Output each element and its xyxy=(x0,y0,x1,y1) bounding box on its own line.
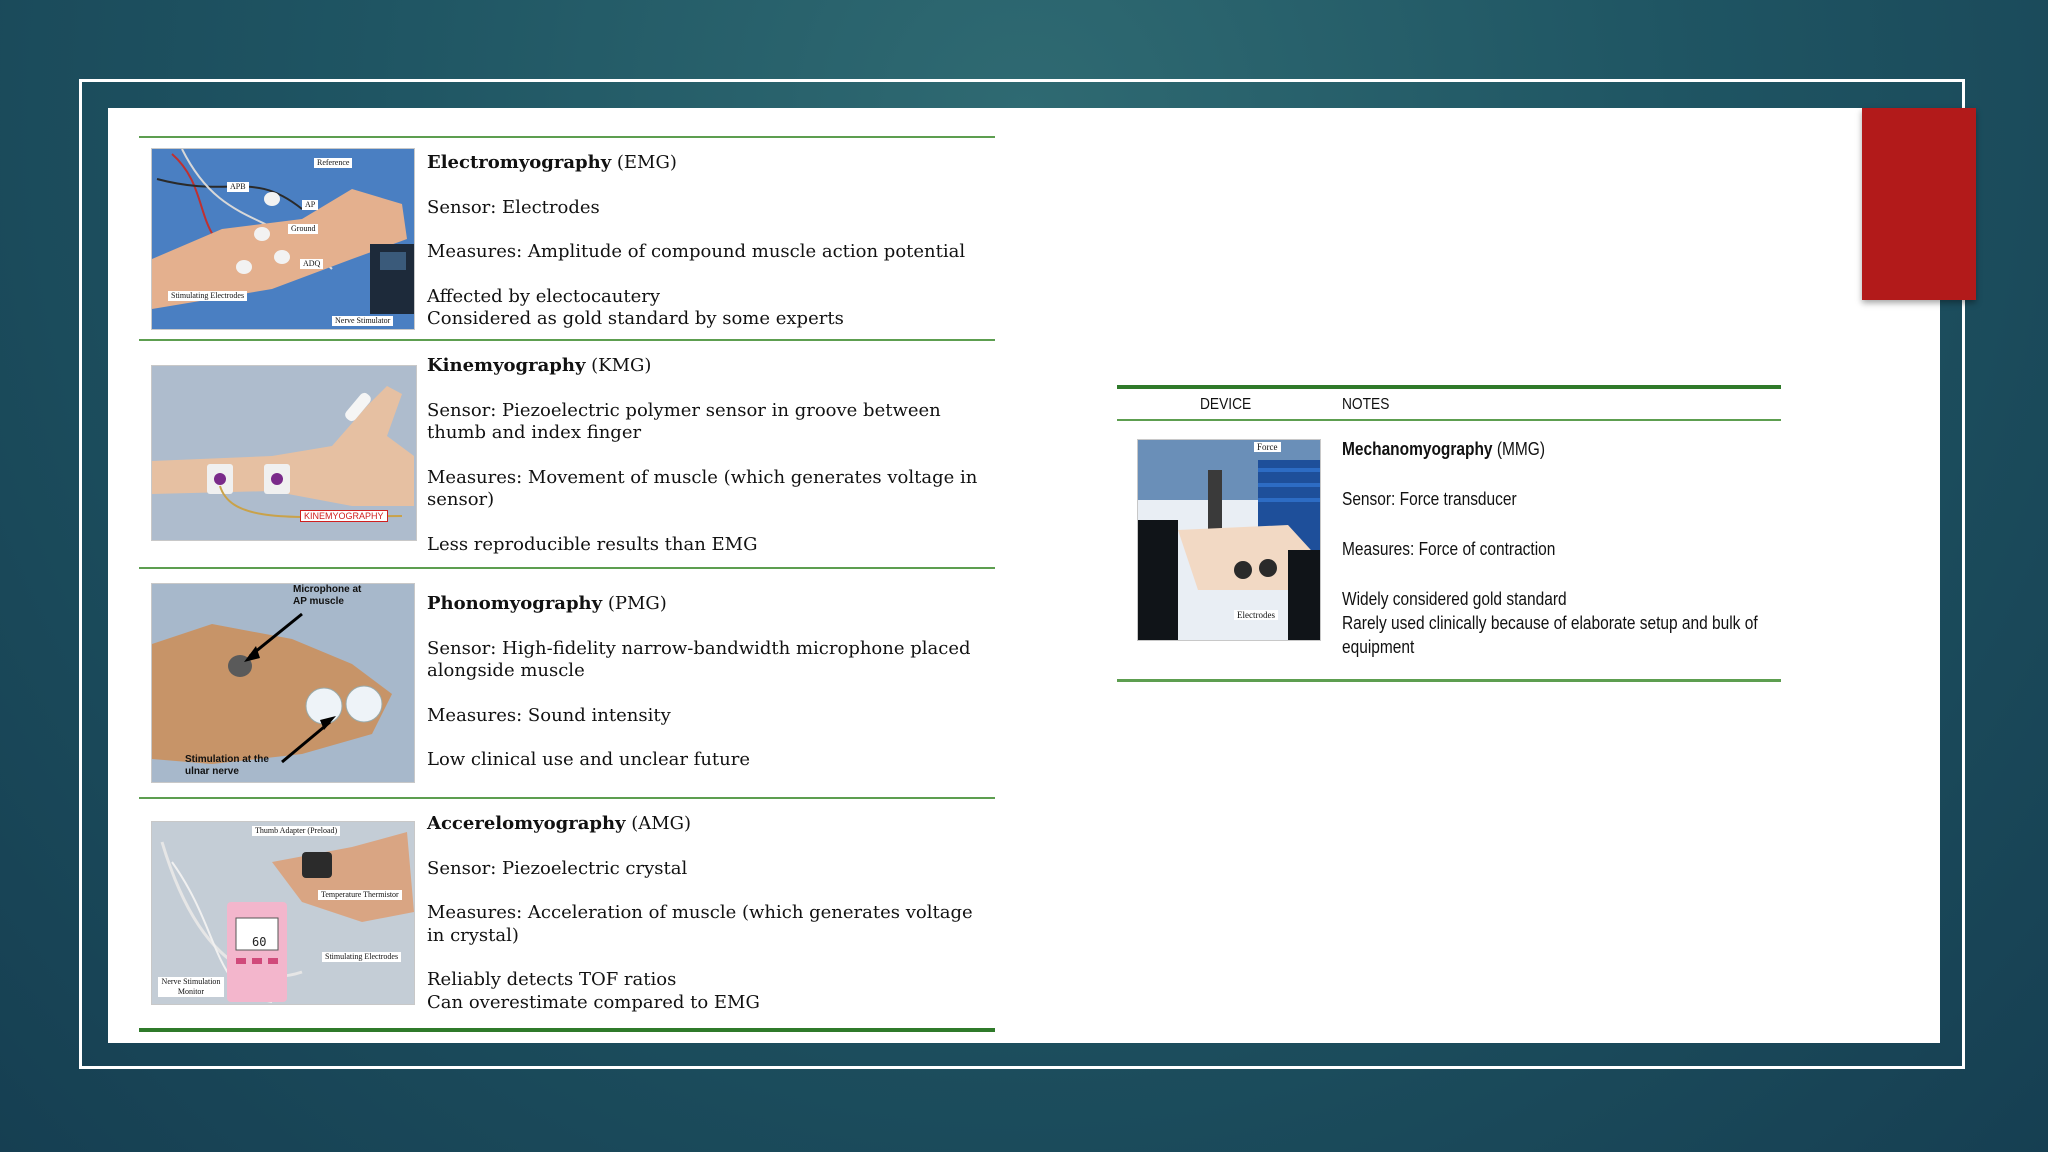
photo-label-adq: ADQ xyxy=(300,259,323,269)
header-device: DEVICE xyxy=(1200,396,1252,413)
photo-label-stimulation: Stimulation at the ulnar nerve xyxy=(185,754,269,777)
pmg-photo xyxy=(151,583,415,783)
table-row-mmg xyxy=(1117,421,1781,679)
mmg-title-line xyxy=(1342,437,1772,461)
mmg-note-1: Widely considered gold standard xyxy=(1342,589,1567,609)
photo-label-microphone: Microphone at AP muscle xyxy=(293,584,362,607)
kmg-title: Kinemyography xyxy=(427,355,586,376)
amg-title: Accerelomyography xyxy=(427,813,626,834)
header-notes: NOTES xyxy=(1342,396,1390,413)
photo-label-ap: AP xyxy=(302,200,318,210)
photo-label-thumb-adapter: Thumb Adapter (Preload) xyxy=(252,826,340,836)
photo-label-stimulating: Stimulating Electrodes xyxy=(168,291,247,301)
emg-abbr: (EMG) xyxy=(611,152,677,173)
kmg-photo xyxy=(151,365,417,541)
photo-label-kinemyography: KINEMYOGRAPHY xyxy=(300,510,388,522)
emg-note-2: Considered as gold standard by some experts xyxy=(427,308,844,329)
amg-sensor: Sensor: Piezoelectric crystal xyxy=(427,857,688,879)
photo-label-reference: Reference xyxy=(314,158,352,168)
mmg-sensor: Sensor: Force transducer xyxy=(1342,489,1517,509)
kmg-sensor: Sensor: Piezoelectric polymer sensor in groove between thumb and index finger xyxy=(427,399,941,443)
monitoring-methods-table xyxy=(139,136,995,1032)
amg-display-value: 60 xyxy=(252,935,267,949)
mmg-illustration xyxy=(1138,440,1320,640)
emg-title: Electromyography xyxy=(427,152,612,173)
table-row-amg xyxy=(139,799,995,1028)
amg-measures: Measures: Acceleration of muscle (which generates voltage in crystal) xyxy=(427,902,973,946)
photo-label-nerve-stimulator: Nerve Stimulator xyxy=(332,316,393,326)
kmg-note-1: Less reproducible results than EMG xyxy=(427,533,758,555)
emg-measures: Measures: Amplitude of compound muscle action potential xyxy=(427,241,966,262)
photo-label-thermistor: Temperature Thermistor xyxy=(318,890,402,900)
pmg-sensor: Sensor: High-fidelity narrow-bandwidth microphone placed alongside muscle xyxy=(427,637,971,681)
table-header xyxy=(1117,389,1781,419)
emg-sensor: Sensor: Electrodes xyxy=(427,196,600,218)
table-row-kmg xyxy=(139,341,995,567)
mmg-photo xyxy=(1137,439,1321,641)
mmg-abbr: (MMG) xyxy=(1492,439,1545,459)
amg-abbr: (AMG) xyxy=(625,813,692,834)
emg-illustration xyxy=(152,149,414,329)
amg-note-2: Can overestimate compared to EMG xyxy=(427,991,760,1013)
mmg-measures: Measures: Force of contraction xyxy=(1342,539,1556,559)
mmg-table xyxy=(1117,385,1781,682)
pmg-note-1: Low clinical use and unclear future xyxy=(427,749,750,770)
mmg-text xyxy=(1342,437,1842,659)
mmg-title: Mechanomyography xyxy=(1342,439,1493,459)
pmg-text xyxy=(427,593,987,772)
pmg-measures: Measures: Sound intensity xyxy=(427,704,671,726)
table-row-emg xyxy=(139,138,995,339)
photo-label-monitor: Nerve Stimulation Monitor xyxy=(158,977,224,997)
pmg-abbr: (PMG) xyxy=(602,593,667,614)
table-bottom-rule xyxy=(1117,679,1781,682)
red-accent-tab xyxy=(1862,108,1976,300)
amg-note-1: Reliably detects TOF ratios xyxy=(427,969,677,990)
emg-text xyxy=(427,152,987,331)
photo-label-force: Force xyxy=(1254,442,1281,452)
table-bottom-rule xyxy=(139,1028,995,1032)
photo-label-electrodes: Electrodes xyxy=(1234,610,1278,620)
emg-photo xyxy=(151,148,415,330)
amg-photo xyxy=(151,821,415,1005)
pmg-illustration xyxy=(152,584,414,782)
mmg-note-2: Rarely used clinically because of elaborate setup and bulk of equipment xyxy=(1342,613,1758,657)
photo-label-stim-electrodes: Stimulating Electrodes xyxy=(322,952,401,962)
kmg-abbr: (KMG) xyxy=(585,355,652,376)
kmg-measures: Measures: Movement of muscle (which generates voltage in sensor) xyxy=(427,466,978,510)
pmg-title: Phonomyography xyxy=(427,593,603,614)
table-row-pmg xyxy=(139,569,995,797)
photo-label-apb: APB xyxy=(227,182,249,192)
photo-label-ground: Ground xyxy=(288,224,318,234)
kmg-text xyxy=(427,355,987,556)
emg-note-1: Affected by electocautery xyxy=(427,285,661,307)
amg-text xyxy=(427,813,987,1014)
